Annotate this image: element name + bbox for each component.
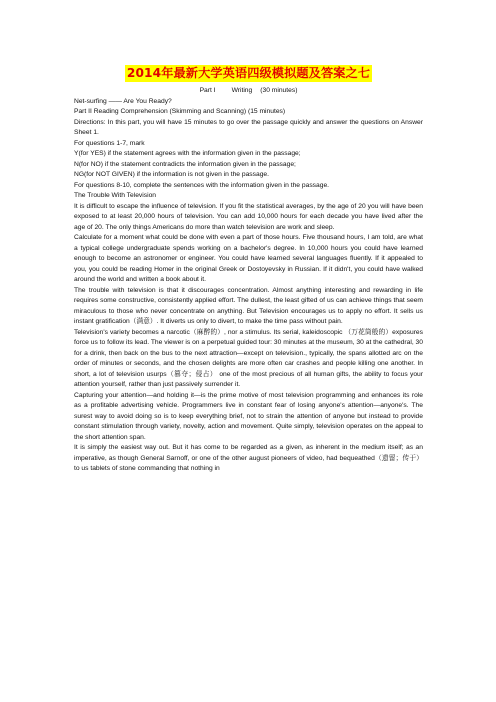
part-time: (30 minutes) [260,87,298,94]
instruction-line: For questions 8-10, complete the sentences with the information given in the passage. [74,181,330,189]
part-one-heading [74,86,423,97]
document-page [74,64,423,475]
instruction-line: For questions 1-7, mark [74,139,145,147]
article-paragraph: Calculate for a moment what could be done with even a part of those hours. Five thousand hours, I am told, are what a typical college undergraduate spends working on a bachelor's degree. In 10,000 hours you could have learned enough to become an astronomer or engineer. You could have learned several languages fluently. If it appealed to you, you could be reading Homer in the original Greek or Dostoyevsky in Russian. If it didn't, you could have walked around the world and written a book about it. [74,234,423,283]
instruction-line: N(for NO) if the statement contradicts the information given in the passage; [74,160,296,168]
instruction-line: Y(for YES) if the statement agrees with the information given in the passage; [74,150,301,157]
title-container [74,64,423,82]
document-title: 2014年最新大学英语四级模拟题及答案之七 [126,66,371,80]
directions-paragraph: Directions: In this part, you will have 15 minutes to go over the passage quickly and answer the questions on Answer Sheet 1. [74,118,423,136]
part-section: Writing [231,87,253,94]
article-title: The Trouble With Television [74,192,157,199]
document-body [74,97,423,475]
article-paragraph: Capturing your attention—and holding it—is the prime motive of most television programming and enhances its role as a profitable advertising vehicle. Programmers live in constant fear of losing anyone's attention—anyone's. The surest way to avoid doing so is to keep everything brief, not to strain the attention of anyone but instead to provide constant stimulation through variety, novelty, action and movement. Quite simply, television operates on the appeal to the short attention span. [74,391,423,441]
part-two-heading: Part II Reading Comprehension (Skimming and Scanning) (15 minutes) [74,108,286,115]
article-paragraph: The trouble with television is that it discourages concentration. Almost anything interesting and rewarding in life requires some constructive, consistently applied effort. The dullest, the least gifted of us can achieve things that seem miraculous to those who never concentrate on anything. But Television encourages us to apply no effort. It sells us instant gratification（满意）. It diverts us only to divert, to make the time pass without pain. [74,286,423,325]
part-label: Part I [199,87,216,94]
instruction-line: NG(for NOT GIVEN) if the information is not given in the passage. [74,171,270,178]
article-paragraph: Television's variety becomes a narcotic（麻醉的）, nor a stimulus. Its serial, kaleidoscopic （万花筒般的）exposures force us to follow its lead. The viewer is on a perpetual guided tour: 30 minutes at the museum, 30 at the cathedral, 30 for a drink, then back on the bus to the next attraction—except on television., typically, the spans allotted arc on the order of minutes or seconds, and the chosen delights are more often car crashes and people killing one another. In short, a lot of television usurps（篡夺；侵占） one of the most precious of all human gifts, the ability to focus your attention yourself, rather than just passively surrender it. [74,328,423,388]
passage-heading: Net-surfing —— Are You Ready? [74,97,172,105]
article-paragraph: It is difficult to escape the influence of television. If you fit the statistical averages, by the age of 20 you will have been exposed to at least 20,000 hours of television. You can add 10,000 hours for each decade you have lived after the age of 20. The only things Americans do more than watch television are work and sleep. [74,202,423,231]
article-paragraph: It is simply the easiest way out. But it has come to be regarded as a given, as inherent in the medium itself; as an imperative, as though General Sarnoff, or one of the other august pioneers of video, had bequeathed（遗留；传于） to us tablets of stone commanding that nothing in [74,444,423,472]
